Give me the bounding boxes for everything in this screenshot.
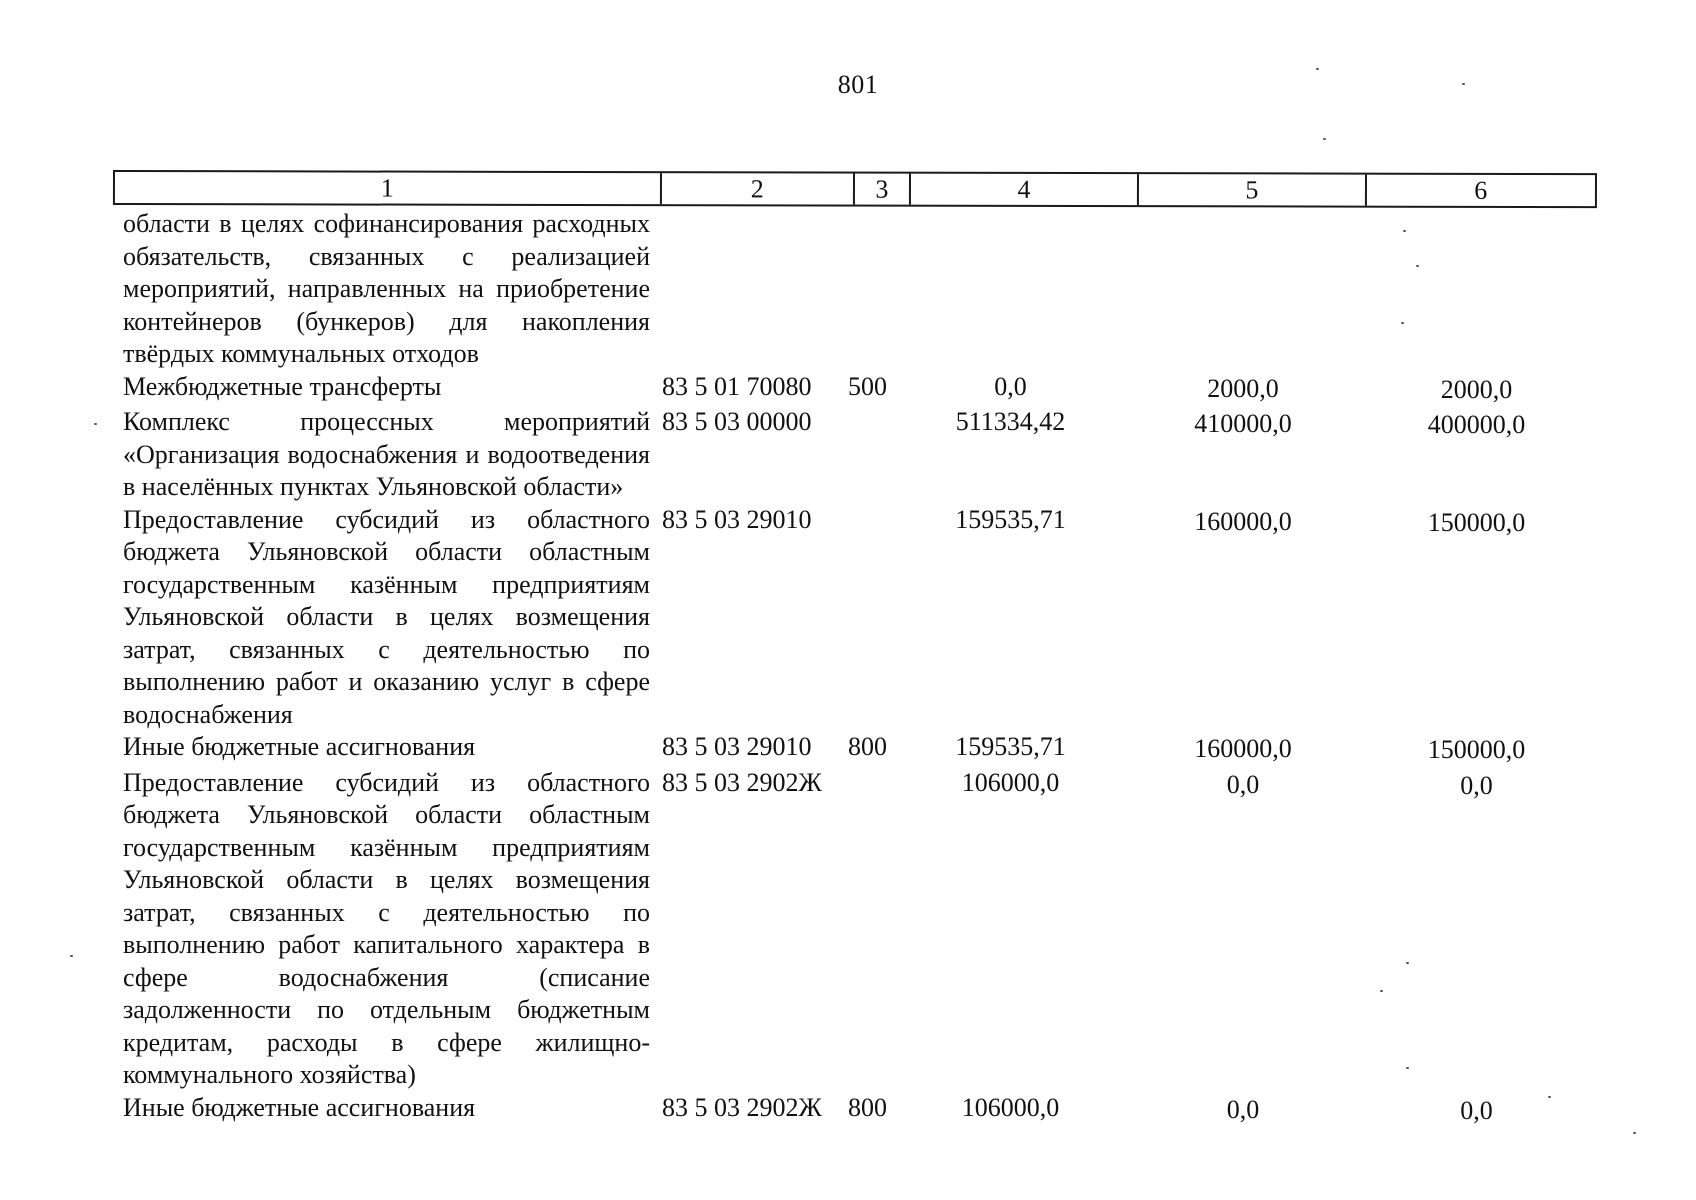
row-kvr: 500 <box>848 371 887 401</box>
row-name: Иные бюджетные ассигнования <box>123 732 476 761</box>
row-value-6: 0,0 <box>1460 770 1493 800</box>
row-value-4: 511334,42 <box>955 407 1066 436</box>
table-row <box>113 208 1597 371</box>
row-name: Предоставление субсидий из областного бюджета Ульяновской области областным государственным казённым предприятиям Ульяновской области в целях возмещения затрат, связанных с деятельностью по выполнению работ и оказанию услуг в сфере водоснабжения <box>123 504 650 729</box>
row-kvr: 800 <box>848 732 887 761</box>
row-value-5: 0,0 <box>1226 769 1260 799</box>
row-name: области в целях софинансирования расходных обязательств, связанных с реализацией мероприятий, направленных на приобретение контейнеров (бункеров) для накопления твёрдых коммунальных отходов <box>123 209 650 368</box>
page-number: 801 <box>837 70 879 99</box>
scan-speck <box>70 955 73 957</box>
scan-speck <box>1403 230 1406 232</box>
table-row <box>113 504 1597 732</box>
scan-speck <box>94 423 97 425</box>
header-col-5: 5 <box>1139 174 1366 205</box>
header-col-3: 3 <box>855 174 911 205</box>
row-code: 83 5 03 00000 <box>662 407 812 436</box>
row-value-6 <box>1357 208 1586 371</box>
row-value-4: 106000,0 <box>961 767 1060 797</box>
header-col-1: 1 <box>115 172 662 204</box>
scan-speck <box>1416 265 1419 267</box>
row-value-5: 2000,0 <box>1207 373 1279 403</box>
table-row <box>113 406 1597 504</box>
row-value-5: 410000,0 <box>1194 409 1292 438</box>
row-name: Межбюджетные трансферты <box>123 371 442 401</box>
scan-speck <box>1548 1096 1551 1098</box>
table-body <box>113 208 1597 1127</box>
table-row <box>113 1092 1597 1128</box>
row-value-6: 150000,0 <box>1427 735 1526 764</box>
scan-speck <box>1323 138 1326 140</box>
row-value-6: 2000,0 <box>1440 374 1513 404</box>
table-row <box>113 371 1597 407</box>
scan-speck <box>1633 1132 1636 1134</box>
scan-speck <box>1316 68 1319 70</box>
row-code: 83 5 01 70080 <box>662 371 812 401</box>
row-name: Предоставление субсидий из областного бюджета Ульяновской области областным государственным казённым предприятиям Ульяновской области в целях возмещения затрат, связанных с деятельностью по выполнению работ капитального характера в сфере водоснабжения (списание задолженности по отдельным бюджетным кредитам, расходы в сфере жилищно-коммунального хозяйства) <box>123 767 650 1089</box>
row-code: 83 5 03 29010 <box>662 732 812 761</box>
row-name: Комплекс процессных мероприятий «Организация водоснабжения и водоотведения в населённых пунктах Ульяновской области» <box>123 407 650 501</box>
row-value-5: 0,0 <box>1226 1094 1260 1124</box>
row-code: 83 5 03 2902Ж <box>662 767 822 797</box>
scan-speck <box>1401 322 1404 324</box>
row-kvr <box>844 504 900 732</box>
scan-speck <box>1406 1067 1409 1069</box>
row-value-6: 0,0 <box>1460 1095 1493 1125</box>
scan-speck <box>1406 962 1409 964</box>
header-col-2: 2 <box>661 173 855 204</box>
row-kvr <box>844 406 900 504</box>
row-value-5: 160000,0 <box>1194 506 1292 536</box>
row-value-4: 159535,71 <box>955 732 1066 761</box>
row-value-6: 150000,0 <box>1427 507 1526 537</box>
scan-speck <box>1462 83 1465 85</box>
table-row <box>113 731 1597 767</box>
row-kvr <box>844 208 900 371</box>
table-row <box>113 767 1597 1092</box>
table-header <box>113 170 1597 208</box>
row-value-4: 159535,71 <box>955 504 1066 534</box>
row-kvr <box>844 767 900 1092</box>
row-value-4: 0,0 <box>994 371 1027 401</box>
scan-speck <box>1380 990 1383 992</box>
row-value-4: 106000,0 <box>961 1092 1060 1122</box>
row-code <box>650 208 844 371</box>
row-value-5 <box>1129 208 1357 371</box>
header-col-6: 6 <box>1474 175 1488 205</box>
row-value-5: 160000,0 <box>1194 734 1292 763</box>
header-col-4: 4 <box>911 174 1139 205</box>
row-value-6: 400000,0 <box>1427 410 1526 439</box>
row-value-4 <box>900 208 1129 371</box>
row-code: 83 5 03 2902Ж <box>662 1092 822 1122</box>
row-name: Иные бюджетные ассигнования <box>123 1092 476 1122</box>
row-code: 83 5 03 29010 <box>662 504 812 534</box>
row-kvr: 800 <box>848 1092 887 1122</box>
